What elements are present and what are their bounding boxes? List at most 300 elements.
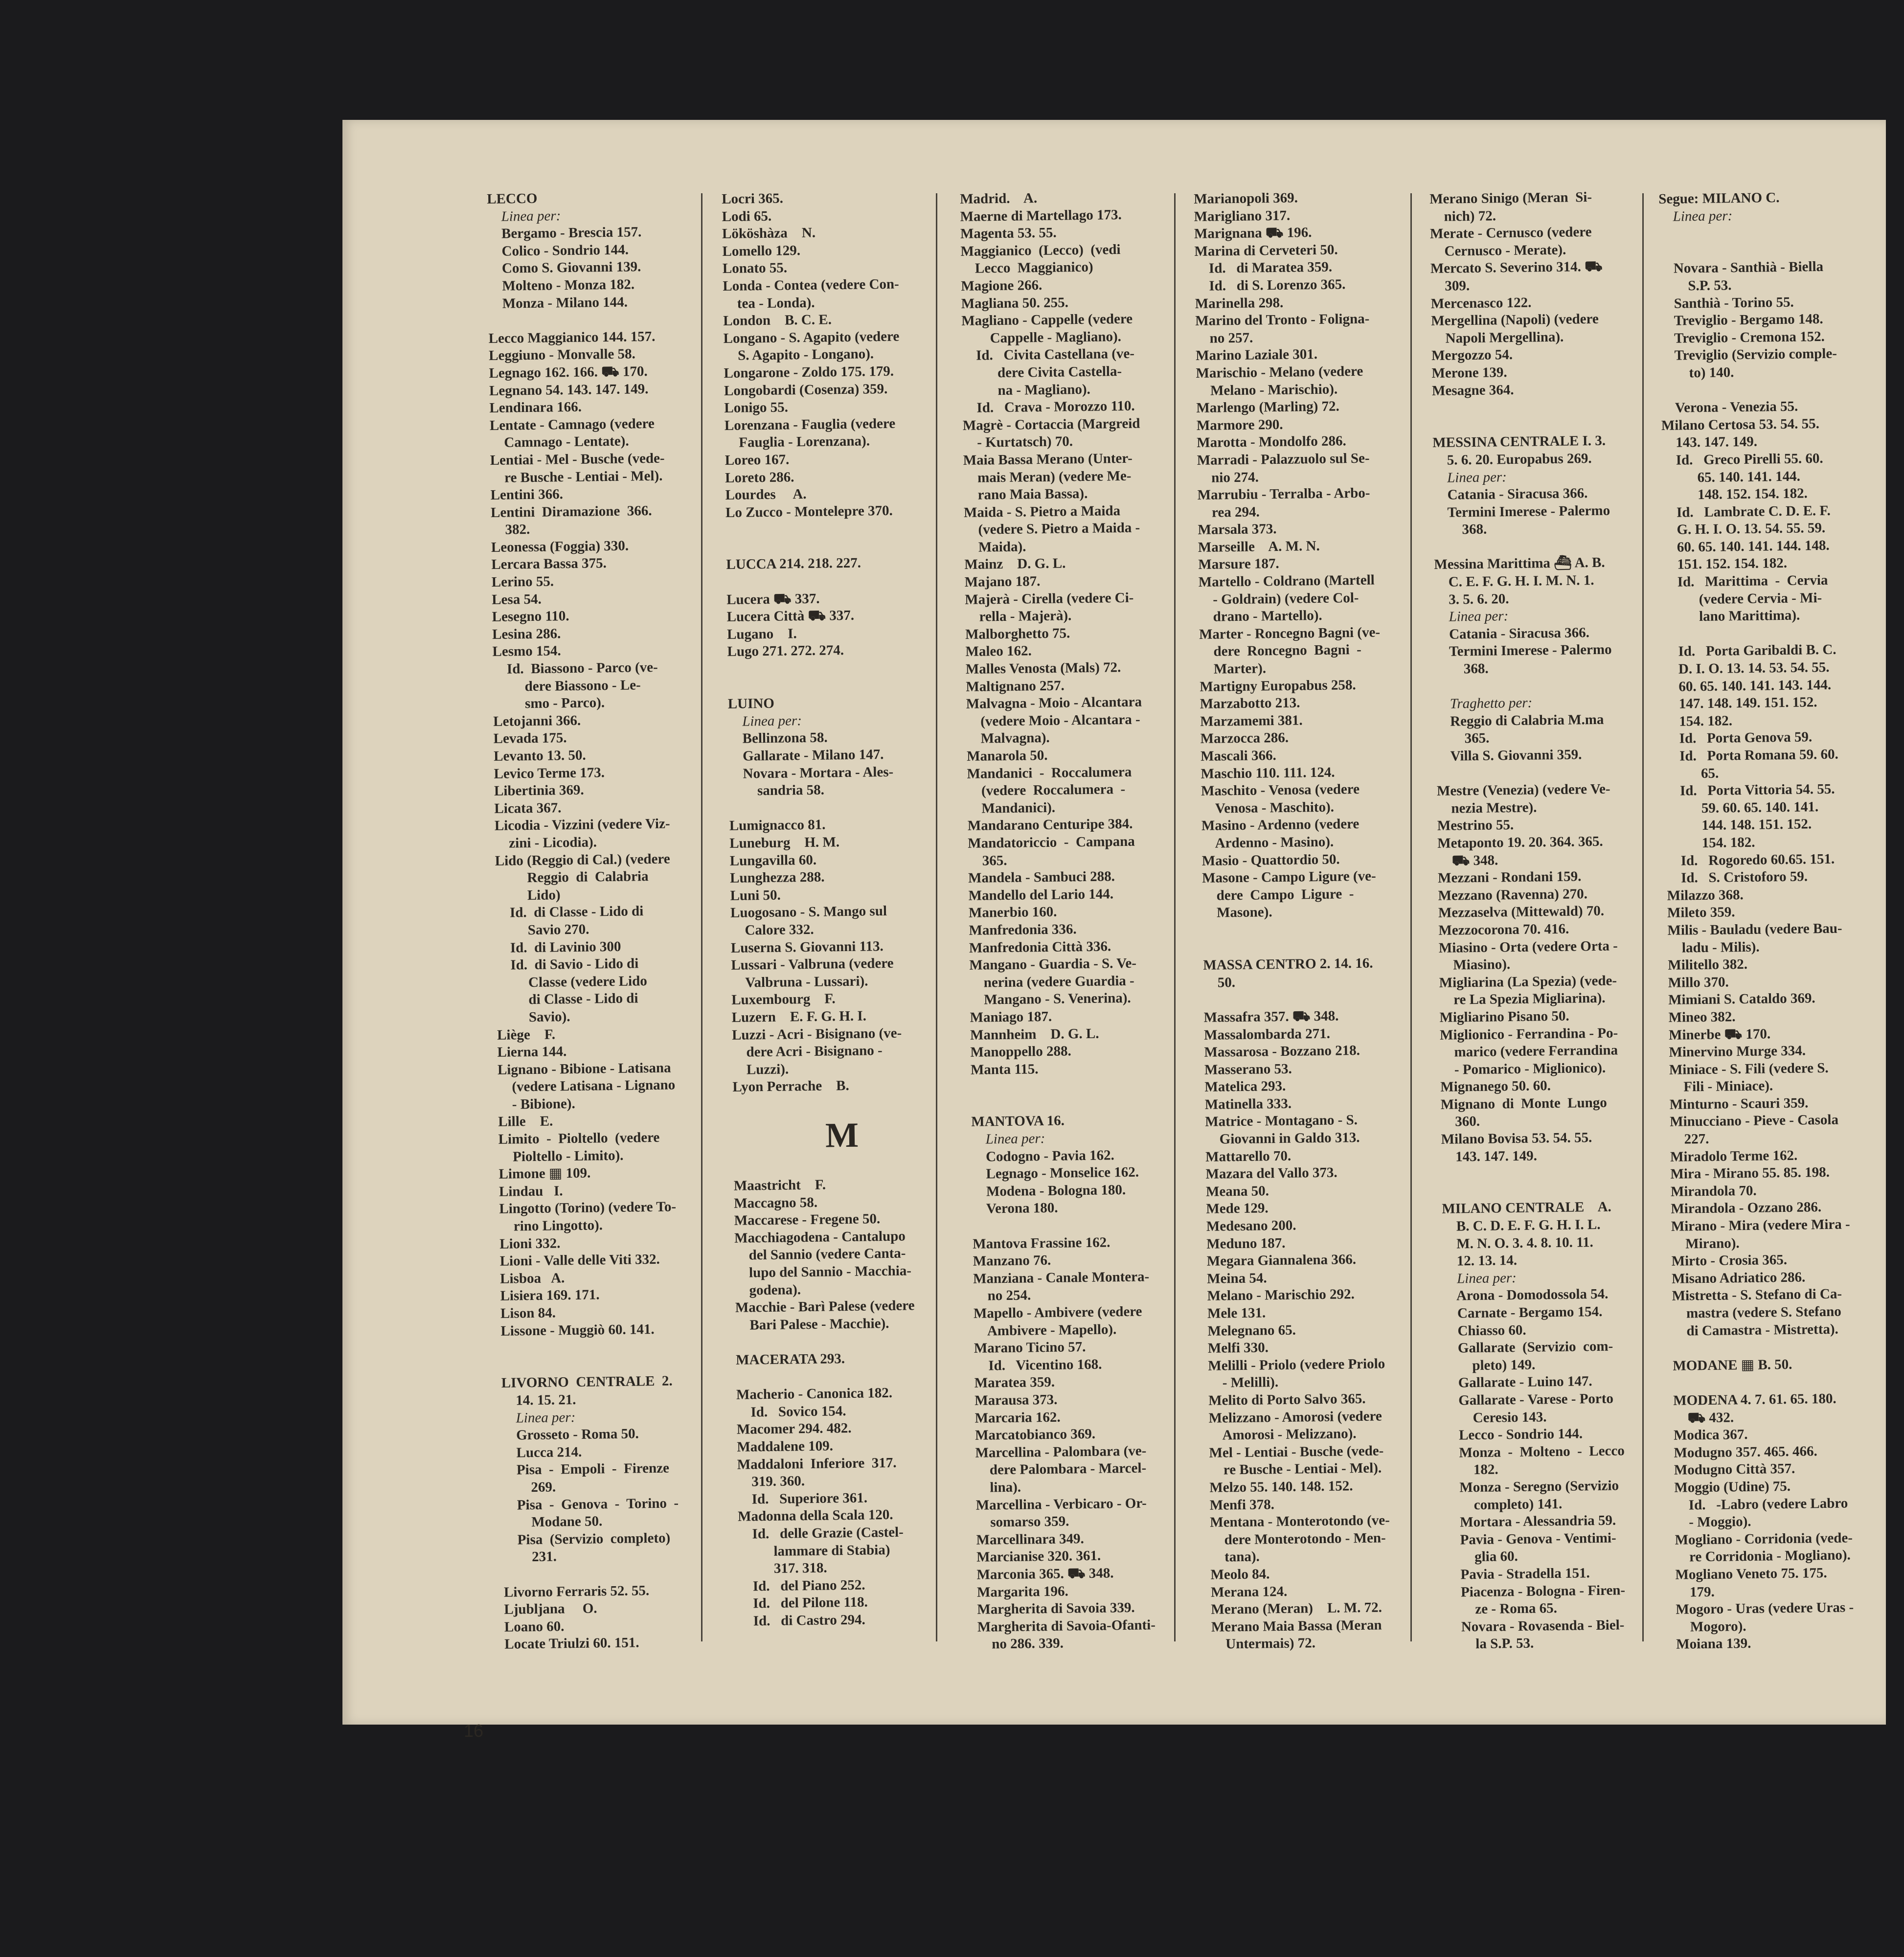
spacer bbox=[1432, 397, 1657, 417]
index-entry: Lioni - Valle delle Viti 332. bbox=[499, 1252, 660, 1270]
index-entry: Lentiai - Mel - Busche (vede- bbox=[490, 450, 665, 468]
index-entry: Lesina 286. bbox=[492, 626, 561, 642]
index-entry: Levada 175. bbox=[493, 730, 567, 747]
index-entry: Manoppello 288. bbox=[970, 1043, 1071, 1060]
index-entry: Mortara - Alessandria 59. bbox=[1446, 1512, 1616, 1530]
index-entry: Id. Civita Castellana (ve- bbox=[961, 346, 1135, 364]
index-column-4 bbox=[1194, 188, 1427, 1659]
index-entry: Marcellina - Verbicaro - Or- bbox=[975, 1495, 1147, 1513]
index-entry: Lucera Città ⛟ 337. bbox=[726, 608, 855, 625]
spacer bbox=[1203, 937, 1418, 957]
index-entry: Modena - Bologna 180. bbox=[972, 1182, 1126, 1200]
index-entry: Lentini 366. bbox=[490, 486, 564, 503]
index-entry: Miasino - Orta (vedere Orta - bbox=[1438, 937, 1618, 956]
index-entry: Luzern E. F. G. H. I. bbox=[731, 1008, 867, 1025]
index-entry: Massafra 357. ⛟ 348. bbox=[1203, 1008, 1339, 1025]
index-entry: Margarita 196. bbox=[976, 1583, 1069, 1600]
index-entry: Id. Vicentino 168. bbox=[974, 1356, 1102, 1374]
index-entry: Masserano 53. bbox=[1204, 1061, 1292, 1078]
index-entry: Megara Giannalena 366. bbox=[1206, 1252, 1357, 1270]
index-entry: Pisa (Servizio completo) bbox=[503, 1530, 671, 1548]
index-entry: Id. Porta Genova 59. bbox=[1665, 729, 1813, 747]
index-entry: Matrice - Montagano - S. bbox=[1205, 1112, 1358, 1130]
index-entry: Minerbe ⛟ 170. bbox=[1668, 1025, 1771, 1043]
index-entry: completo) 141. bbox=[1445, 1496, 1563, 1513]
index-entry: 154. 182. bbox=[1666, 834, 1755, 851]
index-entry: Valbruna - Lussari). bbox=[731, 973, 868, 991]
index-entry: Mandarano Centuripe 384. bbox=[967, 816, 1133, 834]
index-entry: Id. Porta Romana 59. 60. bbox=[1665, 746, 1838, 764]
index-entry: - Goldrain) (vedere Col- bbox=[1199, 590, 1359, 608]
index-entry: Magenta 53. 55. bbox=[960, 225, 1057, 242]
index-entry: Lierna 144. bbox=[497, 1044, 567, 1060]
index-entry: Macherio - Canonica 182. bbox=[736, 1385, 893, 1403]
index-entry: Mattarello 70. bbox=[1205, 1148, 1292, 1165]
spacer bbox=[971, 1093, 1186, 1114]
column-divider bbox=[936, 193, 937, 1641]
index-entry: Mel - Lentiai - Busche (vede- bbox=[1209, 1443, 1384, 1461]
index-entry: LUINO bbox=[727, 695, 775, 712]
index-entry: London B. C. E. bbox=[723, 312, 832, 329]
index-entry: MODENA 4. 7. 61. 65. 180. bbox=[1673, 1390, 1836, 1409]
index-entry: Merana 124. bbox=[1210, 1583, 1288, 1600]
index-entry: Liège F. bbox=[497, 1026, 556, 1043]
index-entry: lammare di Stabia) bbox=[738, 1542, 890, 1560]
spacer bbox=[1442, 1181, 1667, 1201]
index-entry: Santhià - Torino 55. bbox=[1659, 294, 1794, 312]
index-entry: Mirto - Crosia 365. bbox=[1671, 1252, 1788, 1270]
index-entry: MILANO CENTRALE A. bbox=[1442, 1199, 1612, 1217]
index-entry: Manziana - Canale Montera- bbox=[973, 1269, 1150, 1287]
index-entry: mastra (vedere S. Stefano bbox=[1672, 1303, 1842, 1321]
index-entry: Lourdes A. bbox=[725, 486, 807, 503]
index-entry: ⛟ 348. bbox=[1437, 852, 1498, 869]
index-entry: Madonna della Scala 120. bbox=[737, 1507, 893, 1525]
index-entry: Lisboa A. bbox=[499, 1270, 565, 1287]
index-entry: Catania - Siracusa 366. bbox=[1433, 485, 1588, 503]
spacer bbox=[726, 571, 944, 592]
index-entry: dere Roncegno Bagni - bbox=[1199, 642, 1362, 660]
index-entry: Merate - Cernusco (vedere bbox=[1429, 224, 1592, 242]
index-entry: Maccarese - Fregene 50. bbox=[734, 1211, 881, 1229]
index-entry: Pavia - Genova - Ventimi- bbox=[1446, 1530, 1616, 1548]
index-entry: Villa S. Giovanni 359. bbox=[1436, 747, 1582, 764]
spacer bbox=[1203, 989, 1419, 1009]
index-entry: ladu - Milis). bbox=[1667, 939, 1760, 956]
index-entry: Miasino). bbox=[1439, 956, 1511, 974]
index-entry: Licata 367. bbox=[494, 800, 562, 817]
index-entry: 60. 65. 140. 141. 144. 148. bbox=[1662, 537, 1830, 555]
index-entry: Lo Zucco - Montelepre 370. bbox=[725, 502, 893, 521]
index-entry: Lussari - Valbruna (vedere bbox=[731, 955, 894, 974]
index-entry: Giovanni in Galdo 313. bbox=[1205, 1130, 1360, 1147]
index-entry: Marcaria 162. bbox=[975, 1409, 1061, 1426]
index-entry: D. I. O. 13. 14. 53. 54. 55. bbox=[1664, 659, 1830, 677]
spacer bbox=[736, 1332, 953, 1352]
index-entry: Masino - Ardenno (vedere bbox=[1201, 816, 1360, 834]
index-entry: Monza - Seregno (Servizio bbox=[1445, 1478, 1619, 1496]
index-entry: Fauglia - Lorenzana). bbox=[725, 433, 870, 451]
index-entry: 3. 5. 6. 20. bbox=[1434, 591, 1509, 608]
index-entry: Londa - Contea (vedere Con- bbox=[723, 276, 899, 294]
index-entry: Luogosano - S. Mango sul bbox=[730, 903, 887, 921]
index-entry: Linea per: bbox=[1432, 469, 1507, 486]
index-entry: Lesa 54. bbox=[492, 591, 542, 608]
index-entry: Melito di Porto Salvo 365. bbox=[1208, 1390, 1366, 1409]
index-entry: Manfredonia Città 336. bbox=[969, 938, 1111, 956]
index-entry: 12. 13. 14. bbox=[1442, 1252, 1518, 1270]
index-entry: 227. bbox=[1670, 1131, 1709, 1147]
index-entry: Gallarate - Milano 147. bbox=[728, 747, 884, 764]
index-entry: Pavia - Stradella 151. bbox=[1446, 1565, 1590, 1583]
spacer bbox=[733, 1093, 951, 1114]
index-entry: Mistretta - S. Stefano di Ca- bbox=[1672, 1286, 1842, 1304]
index-entry: Lille E. bbox=[498, 1113, 553, 1130]
index-entry: 60. 65. 140. 141. 143. 144. bbox=[1664, 677, 1832, 695]
index-entry: Modane 50. bbox=[503, 1513, 603, 1530]
index-entry: Lodi 65. bbox=[722, 208, 772, 225]
index-entry: Merano Maia Bassa (Meran bbox=[1211, 1617, 1382, 1635]
index-entry: Lentate - Camnago (vedere bbox=[489, 415, 655, 433]
index-entry: Marter - Roncegno Bagni (ve- bbox=[1199, 624, 1381, 642]
index-entry: Medesano 200. bbox=[1206, 1217, 1296, 1234]
index-entry: Merone 139. bbox=[1431, 364, 1507, 381]
index-entry: 65. bbox=[1665, 765, 1719, 782]
index-entry: Magrè - Cortaccia (Margreid bbox=[962, 415, 1140, 433]
index-entry: Pisa - Genova - Torino - bbox=[502, 1495, 679, 1513]
index-entry: Lecco - Sondrio 144. bbox=[1444, 1426, 1583, 1443]
index-entry: Lendinara 166. bbox=[489, 399, 582, 416]
index-entry: Termini Imerese - Palermo bbox=[1435, 641, 1612, 660]
index-entry: mais Meran) (vedere Me- bbox=[963, 468, 1132, 486]
index-entry: - Kurtatsch) 70. bbox=[963, 433, 1073, 451]
index-entry: Mignano di Monte Lungo bbox=[1440, 1094, 1607, 1113]
spacer bbox=[1435, 676, 1660, 696]
index-entry: Bellinzona 58. bbox=[728, 729, 828, 747]
index-entry: 382. bbox=[491, 522, 530, 538]
index-entry: Lyon Perrache B. bbox=[732, 1078, 849, 1095]
index-entry: Mentana - Monterotondo (ve- bbox=[1210, 1512, 1390, 1530]
index-entry: Legnano 54. 143. 147. 149. bbox=[489, 381, 649, 399]
index-entry: dere Acri - Bisignano - bbox=[732, 1043, 883, 1060]
index-entry: Lucera ⛟ 337. bbox=[726, 591, 820, 608]
index-entry: MESSINA CENTRALE I. 3. bbox=[1432, 432, 1606, 451]
index-entry: Marzocca 286. bbox=[1200, 730, 1289, 747]
index-entry: Mede 129. bbox=[1206, 1200, 1269, 1217]
index-entry: Mira - Mirano 55. 85. 198. bbox=[1670, 1164, 1830, 1183]
index-entry: Masone). bbox=[1202, 904, 1272, 921]
spacer bbox=[1659, 240, 1886, 260]
index-entry: 154. 182. bbox=[1665, 713, 1733, 729]
index-entry: Melizzano - Amorosi (vedere bbox=[1208, 1408, 1382, 1426]
index-entry: Mercato S. Severino 314. ⛟ bbox=[1430, 259, 1603, 277]
index-entry: Margherita di Savoia-Ofanti- bbox=[977, 1617, 1156, 1635]
index-entry: Longobardi (Cosenza) 359. bbox=[724, 381, 888, 399]
index-entry: Grosseto - Roma 50. bbox=[501, 1426, 639, 1443]
index-entry: Longano - S. Agapito (vedere bbox=[723, 328, 900, 346]
index-entry: Id. Superiore 361. bbox=[737, 1490, 868, 1507]
index-entry: re La Spezia Migliarina). bbox=[1439, 990, 1606, 1008]
index-entry: Reggio di Calabria bbox=[495, 868, 649, 887]
index-entry: Id. S. Cristoforo 59. bbox=[1666, 868, 1808, 887]
index-entry: Marzamemi 381. bbox=[1200, 712, 1303, 729]
spacer bbox=[971, 1076, 1186, 1096]
index-entry: Molteno - Monza 182. bbox=[488, 276, 635, 294]
index-entry: C. E. F. G. H. I. M. N. 1. bbox=[1434, 572, 1594, 591]
index-entry: Marigliano 317. bbox=[1194, 207, 1291, 225]
index-entry: Id. Marittima - Cervia bbox=[1663, 572, 1828, 591]
index-entry: di Camastra - Mistretta). bbox=[1672, 1321, 1838, 1339]
index-entry: Matinella 333. bbox=[1204, 1095, 1292, 1113]
index-entry: Mogoro). bbox=[1676, 1618, 1746, 1635]
index-entry: Marino Laziale 301. bbox=[1195, 346, 1318, 364]
index-entry: - Bibione). bbox=[498, 1095, 575, 1113]
index-entry: Macchiagodena - Cantalupo bbox=[734, 1228, 906, 1246]
index-entry: Segue: MILANO C. bbox=[1658, 189, 1780, 207]
index-entry: Fili - Miniace). bbox=[1669, 1078, 1773, 1095]
index-entry: Id. Biassono - Parco (ve- bbox=[492, 659, 658, 677]
index-entry: Lonato 55. bbox=[722, 260, 788, 277]
index-entry: Lököshàza N. bbox=[722, 225, 816, 242]
index-entry: Ceresio 143. bbox=[1444, 1409, 1547, 1426]
index-entry: Miradolo Terme 162. bbox=[1670, 1147, 1798, 1165]
index-entry: 151. 152. 154. 182. bbox=[1663, 555, 1788, 573]
column-divider bbox=[1642, 193, 1644, 1641]
index-entry: Marino del Tronto - Foligna- bbox=[1195, 311, 1370, 329]
index-entry: Majerà - Cirella (vedere Ci- bbox=[965, 590, 1134, 608]
index-entry: Manfredonia 336. bbox=[969, 921, 1077, 938]
index-entry: Piacenza - Bologna - Firen- bbox=[1446, 1582, 1626, 1600]
index-entry: Id. Porta Vittoria 54. 55. bbox=[1665, 781, 1835, 799]
index-entry: Id. del Pilone 118. bbox=[739, 1594, 868, 1612]
index-entry: del Sannio (vedere Canta- bbox=[734, 1246, 906, 1264]
index-entry: rella - Majerà). bbox=[965, 608, 1072, 625]
index-entry: Miglionico - Ferrandina - Po- bbox=[1439, 1024, 1618, 1043]
index-entry: Marseille A. M. N. bbox=[1198, 538, 1320, 555]
index-entry: Metaponto 19. 20. 364. 365. bbox=[1437, 833, 1603, 851]
index-entry: Melano - Marischio 292. bbox=[1207, 1286, 1355, 1304]
index-entry: 231. bbox=[503, 1548, 557, 1566]
index-entry: Madrid. A. bbox=[960, 190, 1038, 207]
index-entry: Ljubljana O. bbox=[504, 1600, 597, 1617]
index-entry: Id. Greco Pirelli 55. 60. bbox=[1661, 450, 1823, 468]
index-entry: Mandello del Lario 144. bbox=[968, 886, 1114, 904]
index-entry: Marzabotto 213. bbox=[1200, 695, 1300, 712]
index-entry: Lugo 271. 272. 274. bbox=[727, 642, 844, 660]
index-entry: 269. bbox=[502, 1479, 556, 1496]
index-entry: Arona - Domodossola 54. bbox=[1443, 1286, 1609, 1304]
index-entry: Matelica 293. bbox=[1204, 1078, 1286, 1095]
index-entry: Luxembourg F. bbox=[731, 991, 836, 1008]
index-entry: Lido) bbox=[495, 887, 561, 904]
spacer bbox=[1673, 1337, 1900, 1357]
index-entry: Verona 180. bbox=[972, 1200, 1058, 1217]
index-entry: Lentini Diramazione 366. bbox=[490, 502, 652, 521]
index-entry: Locri 365. bbox=[722, 190, 784, 207]
index-entry: Id. di Lavinio 300 bbox=[496, 938, 621, 956]
index-entry: rea 294. bbox=[1197, 504, 1260, 521]
index-entry: Malvagna). bbox=[966, 730, 1050, 747]
index-entry: (vedere Roccalumera - bbox=[967, 781, 1126, 799]
index-column-5 bbox=[1429, 188, 1673, 1658]
index-entry: lano Marittima). bbox=[1663, 607, 1800, 625]
index-entry: Verona - Venezia 55. bbox=[1661, 398, 1798, 416]
index-entry: 319. 360. bbox=[737, 1473, 805, 1490]
index-entry: Magliana 50. 255. bbox=[961, 294, 1069, 312]
index-entry: Linea per: bbox=[487, 207, 561, 225]
index-entry: Lindau I. bbox=[499, 1183, 563, 1200]
index-entry: Millo 370. bbox=[1668, 974, 1729, 991]
index-entry: Luni 50. bbox=[730, 887, 781, 904]
index-entry: Marcianise 320. 361. bbox=[976, 1548, 1101, 1566]
index-entry: Lomello 129. bbox=[722, 242, 801, 259]
index-entry: Cappelle - Magliano). bbox=[961, 328, 1122, 346]
index-entry: Marsala 373. bbox=[1198, 521, 1277, 538]
index-entry: Mimiani S. Cataldo 369. bbox=[1668, 990, 1815, 1008]
index-entry: Pioltello - Limito). bbox=[498, 1147, 624, 1165]
page-number: 16 bbox=[464, 1721, 484, 1741]
index-entry: Luneburg H. M. bbox=[729, 834, 840, 851]
index-entry: Levanto 13. 50. bbox=[493, 747, 586, 764]
index-entry: Mangano - S. Venerina). bbox=[970, 990, 1131, 1008]
index-entry: Maratea 359. bbox=[974, 1374, 1055, 1391]
index-entry: rano Maia Bassa). bbox=[963, 485, 1088, 503]
index-entry: Mirano - Mira (vedere Mira - bbox=[1671, 1216, 1850, 1234]
index-entry: Lercara Bassa 375. bbox=[491, 555, 607, 573]
index-entry: ze - Roma 65. bbox=[1447, 1600, 1558, 1617]
index-column-2 bbox=[722, 188, 957, 1659]
index-entry: Manarola 50. bbox=[966, 747, 1048, 764]
index-entry: Ambivere - Mapello). bbox=[974, 1321, 1117, 1339]
index-entry: Masio - Quattordio 50. bbox=[1201, 851, 1340, 869]
index-entry: Misano Adriatico 286. bbox=[1671, 1269, 1806, 1287]
index-entry: Minervino Murge 334. bbox=[1669, 1043, 1806, 1060]
spacer bbox=[488, 310, 708, 330]
index-entry: Id. di Classe - Lido di bbox=[495, 903, 644, 921]
index-entry: Leonessa (Foggia) 330. bbox=[491, 538, 629, 555]
index-entry: Luzzi). bbox=[732, 1061, 789, 1078]
index-entry: Luserna S. Giovanni 113. bbox=[730, 938, 884, 956]
index-entry: Melzo 55. 140. 148. 152. bbox=[1209, 1478, 1353, 1496]
index-entry: Minturno - Scauri 359. bbox=[1669, 1095, 1809, 1113]
index-entry: Melfi 330. bbox=[1207, 1340, 1269, 1357]
index-entry: Mandela - Sambuci 288. bbox=[968, 868, 1115, 887]
index-entry: lupo del Sannio - Macchia- bbox=[734, 1263, 912, 1281]
index-entry: Legnago - Monselice 162. bbox=[972, 1164, 1139, 1183]
index-entry: somarso 359. bbox=[976, 1513, 1069, 1530]
index-entry: Maltignano 257. bbox=[966, 678, 1065, 695]
spacer bbox=[736, 1366, 953, 1387]
index-entry: dere Campo Ligure - bbox=[1202, 886, 1354, 904]
index-entry: Lerino 55. bbox=[491, 573, 554, 591]
index-entry: M. N. O. 3. 4. 8. 10. 11. bbox=[1442, 1234, 1594, 1252]
index-entry: Maleo 162. bbox=[965, 643, 1032, 660]
index-entry: Marano Ticino 57. bbox=[974, 1339, 1086, 1357]
spacer bbox=[725, 519, 943, 539]
index-entry: Lungavilla 60. bbox=[729, 852, 817, 869]
index-entry: Mirandola - Ozzano 286. bbox=[1671, 1199, 1822, 1217]
index-entry: MACERATA 293. bbox=[736, 1351, 845, 1368]
index-entry: Monza - Milano 144. bbox=[488, 294, 628, 312]
index-entry: Maddaloni Inferiore 317. bbox=[737, 1455, 897, 1473]
index-entry: Loano 60. bbox=[504, 1618, 565, 1635]
index-entry: Marina di Cerveteri 50. bbox=[1194, 242, 1338, 259]
index-entry: ⛟ 432. bbox=[1673, 1409, 1734, 1426]
index-entry: Margherita di Savoia 339. bbox=[977, 1599, 1135, 1617]
index-entry: Bergamo - Brescia 157. bbox=[487, 224, 642, 242]
index-entry: Marcatobianco 369. bbox=[975, 1426, 1096, 1443]
index-entry: 144. 148. 151. 152. bbox=[1666, 816, 1812, 834]
index-entry: Marmore 290. bbox=[1196, 416, 1283, 433]
index-entry: Termini Imerese - Palermo bbox=[1433, 502, 1610, 521]
index-entry: 50. bbox=[1203, 974, 1236, 991]
index-entry: Manzano 76. bbox=[973, 1252, 1051, 1270]
index-entry: MODANE ▦ B. 50. bbox=[1673, 1356, 1792, 1374]
index-entry: Meana 50. bbox=[1205, 1183, 1269, 1200]
index-entry: na - Magliano). bbox=[962, 381, 1090, 399]
column-divider bbox=[1174, 193, 1176, 1641]
index-entry: Lonigo 55. bbox=[724, 399, 789, 416]
index-entry: (vedere Latisana - Lignano bbox=[498, 1077, 676, 1095]
index-entry: tea - Londa). bbox=[723, 295, 815, 312]
index-entry: (vedere S. Pietro a Maida - bbox=[964, 520, 1140, 538]
index-column-1 bbox=[487, 188, 725, 1659]
index-entry: Minucciano - Pieve - Casola bbox=[1670, 1112, 1839, 1130]
index-entry: Gallarate - Varese - Porto bbox=[1444, 1390, 1614, 1409]
index-entry: - Melilli). bbox=[1208, 1374, 1279, 1391]
index-entry: Lecco Maggianico) bbox=[960, 259, 1093, 277]
spacer bbox=[733, 1158, 951, 1178]
index-entry: Migliarino Pisano 50. bbox=[1439, 1008, 1569, 1025]
index-entry: Venosa - Maschito). bbox=[1201, 799, 1335, 817]
index-column-3 bbox=[960, 188, 1193, 1659]
index-entry: Linea per: bbox=[1658, 207, 1733, 225]
index-entry: 360. bbox=[1441, 1114, 1480, 1130]
directory-page bbox=[342, 120, 1886, 1741]
index-entry: LUCCA 214. 218. 227. bbox=[726, 555, 861, 573]
index-entry: Untermais) 72. bbox=[1211, 1635, 1316, 1653]
index-entry: no 286. 339. bbox=[977, 1635, 1064, 1653]
index-entry: Mestre (Venezia) (vedere Ve- bbox=[1436, 781, 1610, 799]
index-entry: Malles Venosta (Mals) 72. bbox=[965, 660, 1121, 677]
index-entry: Lissone - Muggiò 60. 141. bbox=[500, 1321, 655, 1339]
index-entry: Lignano - Bibione - Latisana bbox=[497, 1060, 671, 1078]
index-entry: Mignanego 50. 60. bbox=[1440, 1078, 1551, 1095]
index-entry: Savio 270. bbox=[496, 921, 589, 938]
index-entry: Marianopoli 369. bbox=[1194, 190, 1298, 207]
spacer bbox=[1432, 414, 1657, 434]
index-entry: Lumignacco 81. bbox=[729, 817, 826, 834]
index-entry: Novara - Mortara - Ales- bbox=[728, 764, 894, 782]
index-entry: Maschito - Venosa (vedere bbox=[1201, 781, 1360, 799]
index-entry: Mazara del Vallo 373. bbox=[1205, 1164, 1337, 1183]
index-entry: G. H. I. O. 13. 54. 55. 59. bbox=[1662, 520, 1826, 538]
index-entry: lina). bbox=[975, 1479, 1021, 1496]
index-entry: Legnago 162. 166. ⛟ 170. bbox=[489, 363, 648, 381]
index-entry: Mezzaselva (Mittewald) 70. bbox=[1438, 903, 1605, 921]
index-entry: MANTOVA 16. bbox=[971, 1113, 1065, 1130]
index-entry: nezia Mestre). bbox=[1437, 799, 1537, 817]
index-entry: godena). bbox=[735, 1281, 801, 1298]
index-entry: Treviglio (Servizio comple- bbox=[1660, 345, 1837, 364]
spacer bbox=[503, 1564, 724, 1584]
index-entry: Lunghezza 288. bbox=[729, 869, 825, 887]
index-entry: Id. Sovico 154. bbox=[736, 1403, 846, 1420]
index-entry: re Busche - Lentiai - Mel). bbox=[490, 468, 663, 486]
index-entry: Catania - Siracusa 366. bbox=[1434, 624, 1590, 642]
index-entry: 365. bbox=[1436, 730, 1490, 747]
spacer bbox=[727, 676, 945, 696]
